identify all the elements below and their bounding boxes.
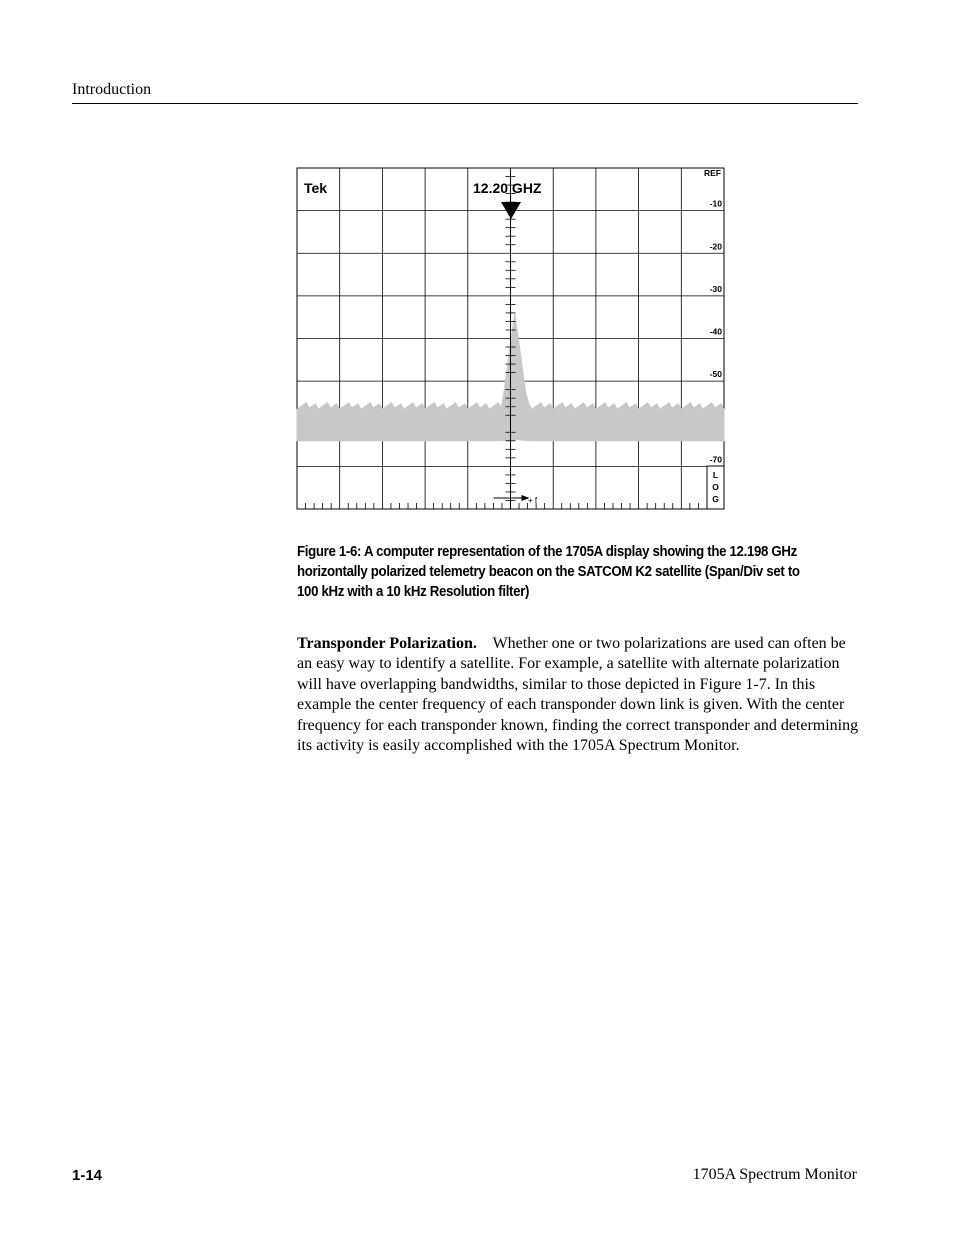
freq-axis-label: + f: [528, 496, 538, 505]
db-scale-label: -40: [709, 326, 722, 337]
center-frequency-label: 12.20 GHZ: [473, 180, 542, 196]
header-rule: [72, 103, 858, 104]
db-scale-label: -50: [709, 369, 722, 380]
db-scale-label: -70: [709, 454, 722, 465]
footer-product-name: 1705A Spectrum Monitor: [692, 1166, 857, 1183]
brand-label: Tek: [304, 180, 328, 196]
body-paragraph: [297, 634, 862, 756]
figure-caption: Figure 1-6: A computer representation of the 1705A display showing the 12.198 GHz horizontally polarized telemetry beacon on the SATCOM K2 satellite (Span/Div set to 100 kHz with a 10 kHz Resolution filter): [297, 544, 800, 600]
log-letter: O: [712, 482, 719, 492]
run-in-heading: Transponder Polarization.: [297, 635, 477, 652]
db-scale-label: -10: [709, 198, 722, 209]
db-scale-label: -20: [709, 241, 722, 252]
page-number: 1-14: [72, 1167, 103, 1184]
log-letter: L: [712, 470, 719, 480]
log-letter: G: [712, 494, 719, 504]
spectrum-display-figure: [290, 162, 730, 518]
running-header: Introduction: [72, 81, 152, 98]
ref-label: REF: [704, 168, 721, 178]
db-scale-label: -30: [709, 283, 722, 294]
spectrum-display: [290, 162, 730, 518]
paragraph-text: Whether one or two polarizations are used can often be an easy way to identify a satellite. For example, a satellite with alternate polarization will have overlapping bandwidths, similar to those depicted in Figure 1-7. In this example the center frequency of each transponder down link is given. With the center frequency for each transponder known, finding the correct transponder and determining its activity is easily accomplished with the 1705A Spectrum Monitor.: [297, 635, 859, 755]
